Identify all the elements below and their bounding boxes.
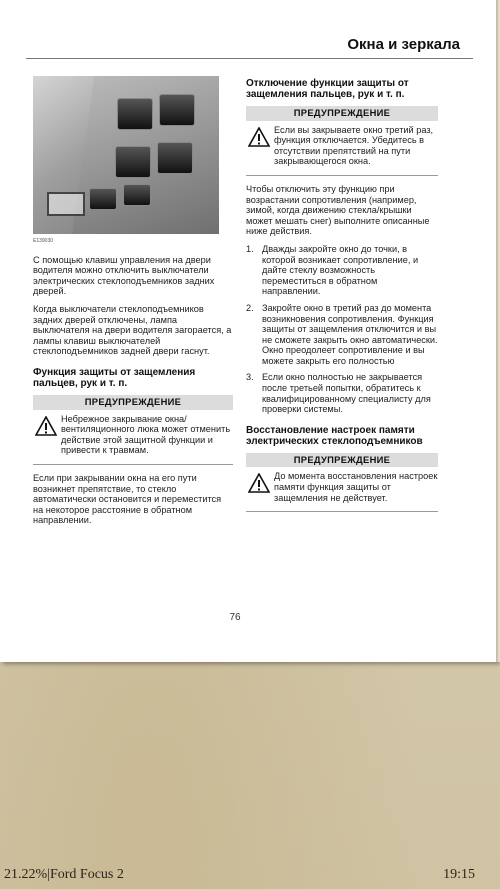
list-item: [246, 244, 438, 297]
warning-text: Небрежное закрывание окна/вентиляционного люка может отменить действие этой защитной функции и привести к травмам.: [61, 413, 231, 456]
warning-box: [246, 453, 438, 503]
section-heading: Отключение функции защиты от защемления пальцев, рук и т. п.: [246, 78, 409, 100]
clock: 19:15: [443, 867, 475, 882]
page-edge: [496, 0, 500, 662]
title-divider: [26, 58, 473, 59]
paragraph: Если при закрывании окна на его пути возникнет препятствие, то стекло автоматически остановится и переместится на некоторое расстояние в обратном направлении.: [33, 472, 222, 526]
step-text: Закройте окно в третий раз до момента возникновения сопротивления. Функция защиты от защемления отключится и вы не сможете закрыть окно автоматически. Окно преодолеет сопротивление и вы можете закрыть его полностью: [262, 302, 438, 366]
paragraph: Чтобы отключить эту функцию при возрастании сопротивления (например, зимой, когда движению стекла/крышки может мешать снег) выполните описанные ниже действия.: [246, 183, 430, 237]
step-number: 3.: [246, 372, 254, 383]
warning-label: ПРЕДУПРЕЖДЕНИЕ: [246, 453, 438, 468]
step-text: Дважды закройте окно до точки, в которой возникает сопротивление, и дайте стеклу возможность переместиться в обратном направлении.: [262, 243, 419, 297]
step-text: Если окно полностью не закрывается после третьей попытки, обратитесь к квалифицированному специалисту для проверки системы.: [262, 372, 431, 415]
step-number: 2.: [246, 302, 254, 313]
page-title: Окна и зеркала: [347, 36, 460, 53]
warning-triangle-icon: [248, 127, 270, 147]
callout-arrow-icon: [47, 192, 85, 216]
paragraph: Когда выключатели стеклоподъемников задних дверей отключены, лампа выключателя на двери водителя загорается, а лампы клавиш выключателей стеклоподъемников задней двери гаснут.: [33, 303, 232, 357]
list-item: [246, 372, 438, 414]
warning-label: ПРЕДУПРЕЖДЕНИЕ: [246, 106, 438, 121]
step-number: 1.: [246, 243, 254, 254]
list-item: [246, 303, 438, 367]
warning-box: [246, 106, 438, 167]
divider: [33, 464, 233, 465]
warning-box: [33, 395, 233, 456]
reading-progress-status: 21.22%|Ford Focus 2: [4, 867, 124, 882]
warning-triangle-icon: [35, 416, 57, 436]
section-heading: Функция защиты от защемления пальцев, рук и т. п.: [33, 366, 196, 389]
paragraph: С помощью клавиш управления на двери водителя можно отключить выключатели электрических стеклоподъемников задних дверей.: [33, 254, 215, 297]
section-heading: Восстановление настроек памяти электрических стеклоподъемников: [246, 424, 423, 447]
divider: [246, 175, 438, 176]
figure-code: E139030: [33, 238, 54, 244]
divider: [246, 511, 438, 512]
right-column: [246, 78, 438, 520]
page-number: 76: [229, 612, 241, 623]
window-switch-illustration: [33, 76, 219, 234]
left-column: [33, 76, 233, 533]
warning-triangle-icon: [248, 473, 270, 493]
steps-list: [246, 244, 438, 415]
warning-label: ПРЕДУПРЕЖДЕНИЕ: [33, 395, 233, 410]
warning-text: Если вы закрываете окно третий раз, функция отключается. Убедитесь в отсутствии препятствий на пути закрывающегося окна.: [274, 124, 434, 167]
warning-text: До момента восстановления настроек памяти функция защиты от защемления не действует.: [274, 471, 438, 503]
